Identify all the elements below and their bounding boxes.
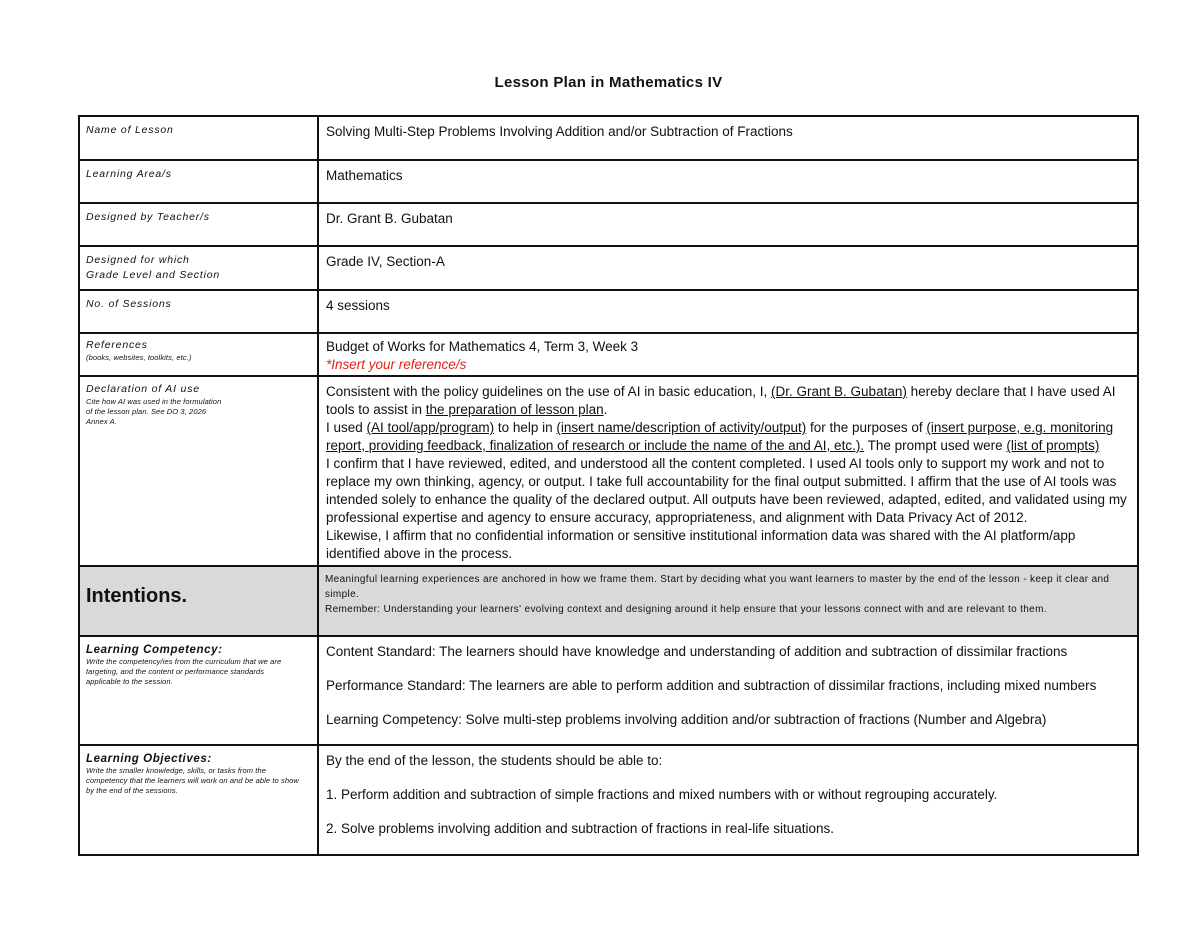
- value-grade-level: Grade IV, Section-A: [326, 254, 445, 269]
- reference-placeholder: *Insert your reference/s: [326, 357, 467, 372]
- note-references: (books, websites, toolkits, etc.): [86, 353, 192, 362]
- label-sessions: No. of Sessions: [86, 298, 172, 310]
- label-name-of-lesson: Name of Lesson: [86, 124, 174, 136]
- row-declaration: [79, 376, 1138, 566]
- declaration-tool: (AI tool/app/program): [366, 420, 495, 435]
- label-references: References: [86, 339, 148, 351]
- intentions-line-2: Remember: Understanding your learners' evolving context and designing around it help ensure that your lessons connect with and are relevant to them.: [325, 604, 1047, 615]
- learning-competency-text: Learning Competency: Solve multi-step problems involving addition and/or subtraction of fractions (Number and Algebra): [326, 712, 1047, 727]
- label-learning-areas: Learning Area/s: [86, 168, 172, 180]
- objective-item: 1. Perform addition and subtraction of simple fractions and mixed numbers with or without regrouping accurately.: [326, 787, 998, 802]
- content-standard: Content Standard: The learners should have knowledge and understanding of addition and subtraction of dissimilar fractions: [326, 644, 1068, 659]
- label-designed-by: Designed by Teacher/s: [86, 211, 210, 223]
- label-grade-level-line1: Designed for which: [86, 254, 190, 266]
- row-references: [79, 333, 1138, 376]
- value-designed-by: Dr. Grant B. Gubatan: [326, 211, 453, 226]
- objective-item: 2. Solve problems involving addition and subtraction of fractions in real-life situations.: [326, 821, 835, 836]
- intentions-title: Intentions.: [86, 585, 188, 607]
- value-learning-objectives: [319, 746, 1137, 838]
- label-declaration: Declaration of AI use: [86, 383, 200, 395]
- row-learning-competency: [79, 636, 1138, 745]
- declaration-prompts: (list of prompts): [1006, 438, 1100, 453]
- row-sessions: [79, 290, 1138, 333]
- row-designed-by: [79, 203, 1138, 246]
- value-name-of-lesson: Solving Multi-Step Problems Involving Addition and/or Subtraction of Fractions: [326, 124, 793, 139]
- row-grade-level: [79, 246, 1138, 290]
- reference-item: Budget of Works for Mathematics 4, Term 3, Week 3: [326, 339, 639, 354]
- row-learning-areas: [79, 160, 1138, 203]
- declaration-task: the preparation of lesson plan: [425, 402, 604, 417]
- intentions-text: [319, 567, 1137, 617]
- value-learning-competency: [319, 637, 1137, 729]
- label-grade-level: [80, 247, 317, 283]
- declaration-paragraph-3: I confirm that I have reviewed, edited, and understood all the content completed. I used AI tools only to support my work and not to replace my own thinking, agency, or output. I take full accountability for the final output submitted. I affirm that the use of AI tools was intended solely to enhance the quality of the declared output. All outputs have been reviewed, adapted, edited, and validated using my professional expertise and agency to ensure accuracy, appropriateness, and alignment with Data Privacy Act of 2012.: [326, 456, 1127, 525]
- lesson-plan-table: [78, 115, 1139, 856]
- value-references: [319, 334, 1137, 374]
- row-intentions: [79, 566, 1138, 636]
- row-learning-objectives: [79, 745, 1138, 855]
- label-learning-objectives: Learning Objectives:: [86, 753, 212, 765]
- label-grade-level-line2: Grade Level and Section: [86, 269, 220, 281]
- note-learning-objectives: Write the smaller knowledge, skills, or tasks from the competency that the learners will work on and be able to show by the end of the sessions.: [86, 766, 299, 795]
- row-name-of-lesson: [79, 116, 1138, 160]
- objectives-intro: By the end of the lesson, the students should be able to:: [326, 753, 663, 768]
- value-declaration: [319, 377, 1137, 563]
- intentions-line-1: Meaningful learning experiences are anchored in how we frame them. Start by deciding what you want learners to master by the end of the lesson - keep it clear and simple.: [325, 574, 1110, 600]
- declaration-purpose: (insert purpose, e.g. monitoring report, providing feedback, finalization of research or include the name of the and AI, etc.).: [326, 420, 1114, 453]
- document-title: Lesson Plan in Mathematics IV: [494, 74, 723, 91]
- label-learning-competency: Learning Competency:: [86, 644, 223, 656]
- value-learning-areas: Mathematics: [326, 168, 403, 183]
- note-declaration: Cite how AI was used in the formulation of the lesson plan. See DO 3, 2026 Annex A.: [86, 397, 222, 426]
- value-sessions: 4 sessions: [326, 298, 390, 313]
- performance-standard: Performance Standard: The learners are able to perform addition and subtraction of dissimilar fractions, including mixed numbers: [326, 678, 1097, 693]
- declaration-paragraph-1: Consistent with the policy guidelines on the use of AI in basic education, I, (Dr. Grant B. Gubatan) hereby declare that I have used AI tools to assist in the preparation of lesson plan.: [326, 384, 1116, 417]
- declaration-activity: (insert name/description of activity/output): [556, 420, 807, 435]
- declaration-paragraph-2: I used (AI tool/app/program) to help in (insert name/description of activity/output) for the purposes of (insert purpose, e.g. monitoring report, providing feedback, finalization of research or include the name of the and AI, etc.). The prompt used were (list of prompts): [326, 420, 1114, 453]
- note-learning-competency: Write the competency/ies from the curriculum that we are targeting, and the content or performance standards applicable to the session.: [86, 657, 282, 686]
- declaration-paragraph-4: Likewise, I affirm that no confidential information or sensitive institutional information data was shared with the AI platform/app identified above in the process.: [326, 528, 1076, 561]
- declaration-name: (Dr. Grant B. Gubatan): [771, 384, 907, 399]
